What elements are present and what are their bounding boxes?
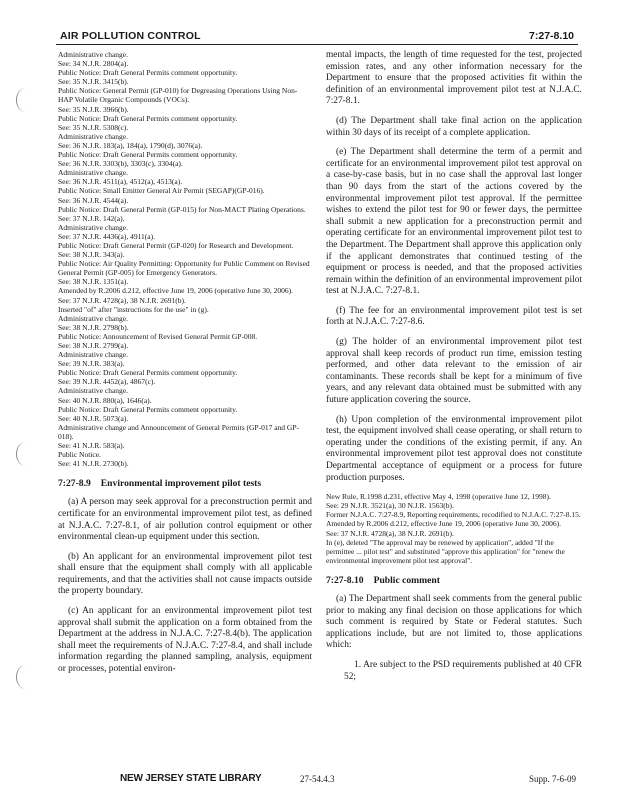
paragraph-c-continued: mental impacts, the length of time requested for the test, projected emission rates, and any other information necessary for the Department to ensure that the proposed activities fit within the definition of an environmental improvement pilot test at N.J.A.C. 7:27-8.1.	[326, 50, 582, 107]
history-line: See: 39 N.J.R. 383(a).	[58, 359, 125, 369]
history-line: See: 38 N.J.R. 2798(b).	[58, 322, 129, 332]
history-line: Administrative change.	[58, 350, 128, 360]
footer-library: NEW JERSEY STATE LIBRARY	[120, 773, 262, 784]
header-rule	[56, 44, 578, 45]
history-line: Public Notice: Draft General Permit (GP-020) for Research and Development.	[58, 240, 294, 250]
paragraph-d: (d) The Department shall take final action on the application within 30 days of its receipt of a complete application.	[326, 115, 582, 138]
footer-supplement: Supp. 7-6-09	[529, 774, 576, 784]
history-line: Public Notice: Draft General Permits comment opportunity.	[58, 150, 238, 160]
history-line: See: 39 N.J.R. 4452(a), 4867(c).	[58, 377, 156, 387]
history-line: Administrative change.	[58, 386, 128, 396]
history-line: Former N.J.A.C. 7:27-8.9, Reporting requirements, recodified to N.J.A.C. 7:27-8.15.	[326, 510, 581, 520]
history-line: Public Notice.	[58, 450, 101, 460]
history-line: See: 37 N.J.R. 4728(a), 38 N.J.R. 2691(b).	[58, 295, 186, 305]
section-title: Environmental improvement pilot tests	[100, 478, 262, 490]
history-line: Public Notice: Draft General Permit (GP-015) for Non-MACT Plating Operations.	[58, 204, 306, 214]
paragraph-a: (a) The Department shall seek comments from the general public prior to making any final decision on those applications for which such comment is required by State or Federal statutes. Such applications include, but are not limited to, those applications which:	[326, 593, 582, 651]
history-line: See: 38 N.J.R. 1351(a).	[58, 277, 129, 287]
binder-hole-mark	[16, 88, 35, 112]
history-line: Public Notice: Draft General Permits comment opportunity.	[58, 68, 238, 78]
history-line: See: 37 N.J.R. 4728(a), 38 N.J.R. 2691(b).	[326, 528, 454, 538]
section-heading-7-27-8-9	[58, 478, 312, 489]
history-line: See: 41 N.J.R. 2730(b).	[58, 459, 129, 469]
history-line: See: 29 N.J.R. 3521(a), 30 N.J.R. 1563(b).	[326, 501, 454, 511]
history-line: In (e), deleted "The approval may be renewed by application", added "If the permittee ... pilot test" and substituted "approve this application" for "renew the environmental improvement pilot test approval".	[326, 537, 565, 565]
history-line: See: 34 N.J.R. 2804(a).	[58, 59, 129, 69]
history-line: Administrative change.	[58, 168, 128, 178]
footer-page-number: 27-54.4.3	[300, 774, 335, 784]
history-line: Administrative change.	[58, 222, 128, 232]
history-line: See: 40 N.J.R. 5073(a).	[58, 413, 129, 423]
paragraph-h: (h) Upon completion of the environmental improvement pilot test, the equipment involved shall cease operating, or shall return to operating under the conditions of the existing permit, if any. An environmental improvement pilot test approval does not constitute Departmental acceptance of equipment or a process for future production purposes.	[326, 414, 582, 483]
history-line: See: 35 N.J.R. 3415(b).	[58, 77, 129, 87]
history-line: See: 37 N.J.R. 142(a).	[58, 213, 125, 223]
history-line: See: 35 N.J.R. 5308(c).	[58, 122, 129, 132]
history-line: Amended by R.2006 d.212, effective June 19, 2006 (operative June 30, 2006).	[326, 519, 562, 529]
paragraph-b: (b) An applicant for an environmental improvement pilot test shall ensure that the equipment shall comply with all applicable requirements, and that the activities shall not cause impacts outside the property boundary.	[58, 551, 312, 597]
section-number: 7:27-8.10	[326, 574, 364, 586]
paragraph-g: (g) The holder of an environmental improvement pilot test approval shall keep records of product run time, emission testing performed, and other data relevant to the emission of air contaminants. These records shall be kept for a minimum of five years, and any relevant data obtained must be submitted with any future application covering the source.	[326, 337, 582, 406]
list-item-1: 1. Are subject to the PSD requirements published at 40 CFR 52;	[344, 659, 582, 682]
right-column	[326, 50, 582, 691]
history-line: Inserted "of" after "instructions for the use" in (g).	[58, 304, 209, 314]
history-line: Administrative change and Announcement of General Permits (GP-017 and GP-018).	[58, 422, 299, 441]
history-line: See: 36 N.J.R. 4544(a).	[58, 195, 129, 205]
binder-hole-mark	[16, 665, 35, 689]
running-header-section: 7:27-8.10	[529, 30, 574, 42]
history-line: See: 35 N.J.R. 3966(b).	[58, 104, 129, 114]
history-line: Public Notice: Draft General Permits comment opportunity.	[58, 404, 238, 414]
history-line: Public Notice: General Permit (GP-010) for Degreasing Operations Using Non-HAP Volatile Organic Compounds (VOCs).	[58, 86, 298, 105]
paragraph-c: (c) An applicant for an environmental improvement pilot test approval shall submit the application on a form obtained from the Department at the address in N.J.A.C. 7:27-8.4(b). The application shall meet the requirements of N.J.A.C. 7:27-8.4, and shall include information regarding the planned sampling, analysis, equipment or processes, potential environ-	[58, 606, 312, 675]
history-line: See: 36 N.J.R. 183(a), 184(a), 1790(d), 3076(a).	[58, 140, 203, 150]
history-line: See: 37 N.J.R. 4436(a), 4911(a).	[58, 231, 155, 241]
history-line: Public Notice: Small Emitter General Air Permit (SEGAP)(GP-016).	[58, 186, 265, 196]
history-line: See: 40 N.J.R. 880(a), 1646(a).	[58, 395, 152, 405]
binder-hole-mark	[16, 442, 35, 466]
history-line: Public Notice: Air Quality Permitting: Opportunity for Public Comment on Revised General Permit (GP-005) for Emergency Generators.	[58, 259, 310, 278]
section-heading-7-27-8-10	[326, 575, 582, 586]
history-notes	[326, 492, 582, 565]
history-line: Amended by R.2006 d.212, effective June 19, 2006 (operative June 30, 2006).	[58, 286, 294, 296]
history-notes	[58, 50, 312, 468]
history-line: Public Notice: Announcement of Revised General Permit GP-008.	[58, 331, 258, 341]
running-header-title: AIR POLLUTION CONTROL	[60, 30, 201, 42]
history-line: See: 41 N.J.R. 583(a).	[58, 441, 125, 451]
history-line: Public Notice: Draft General Permits comment opportunity.	[58, 113, 238, 123]
paragraph-e: (e) The Department shall determine the term of a permit and certificate for an environmental improvement pilot test approval on a case-by-case basis, but in no case shall the approval last longer than 90 days from the start of the actions covered by the environmental improvement pilot test approval. If the permittee wishes to extend the pilot test for 90 or fewer days, the permittee shall submit a new application for a preconstruction permit and operating certificate for an environmental improvement pilot test to the Department. The Department shall approve this application only if the applicant demonstrates that continued testing of the equipment or process is needed, and that the proposed activities remain within the definition of an environmental improvement pilot test at N.J.A.C. 7:27-8.1.	[326, 147, 582, 297]
history-line: Public Notice: Draft General Permits comment opportunity.	[58, 368, 238, 378]
paragraph-a: (a) A person may seek approval for a preconstruction permit and certificate for an environmental improvement pilot test, as defined at N.J.A.C. 7:27-8.1, of air pollution control equipment or other environmental clean-up equipment under this section.	[58, 497, 312, 543]
section-number: 7:27-8.9	[58, 478, 91, 490]
history-line: Administrative change.	[58, 131, 128, 141]
history-line: See: 36 N.J.R. 3303(b), 3303(c), 3304(a).	[58, 159, 183, 169]
history-line: New Rule, R.1998 d.231, effective May 4, 1998 (operative June 12, 1998).	[326, 492, 551, 502]
history-line: See: 38 N.J.R. 343(a).	[58, 250, 125, 260]
history-line: See: 38 N.J.R. 2799(a).	[58, 341, 129, 350]
paragraph-f: (f) The fee for an environmental improvement pilot test is set forth at N.J.A.C. 7:27-8.6.	[326, 305, 582, 328]
section-title: Public comment	[373, 574, 440, 586]
left-column	[58, 50, 312, 684]
history-line: See: 36 N.J.R. 4511(a), 4512(a), 4513(a).	[58, 177, 183, 187]
history-line: Administrative change.	[58, 313, 128, 323]
history-line: Administrative change.	[58, 50, 128, 59]
